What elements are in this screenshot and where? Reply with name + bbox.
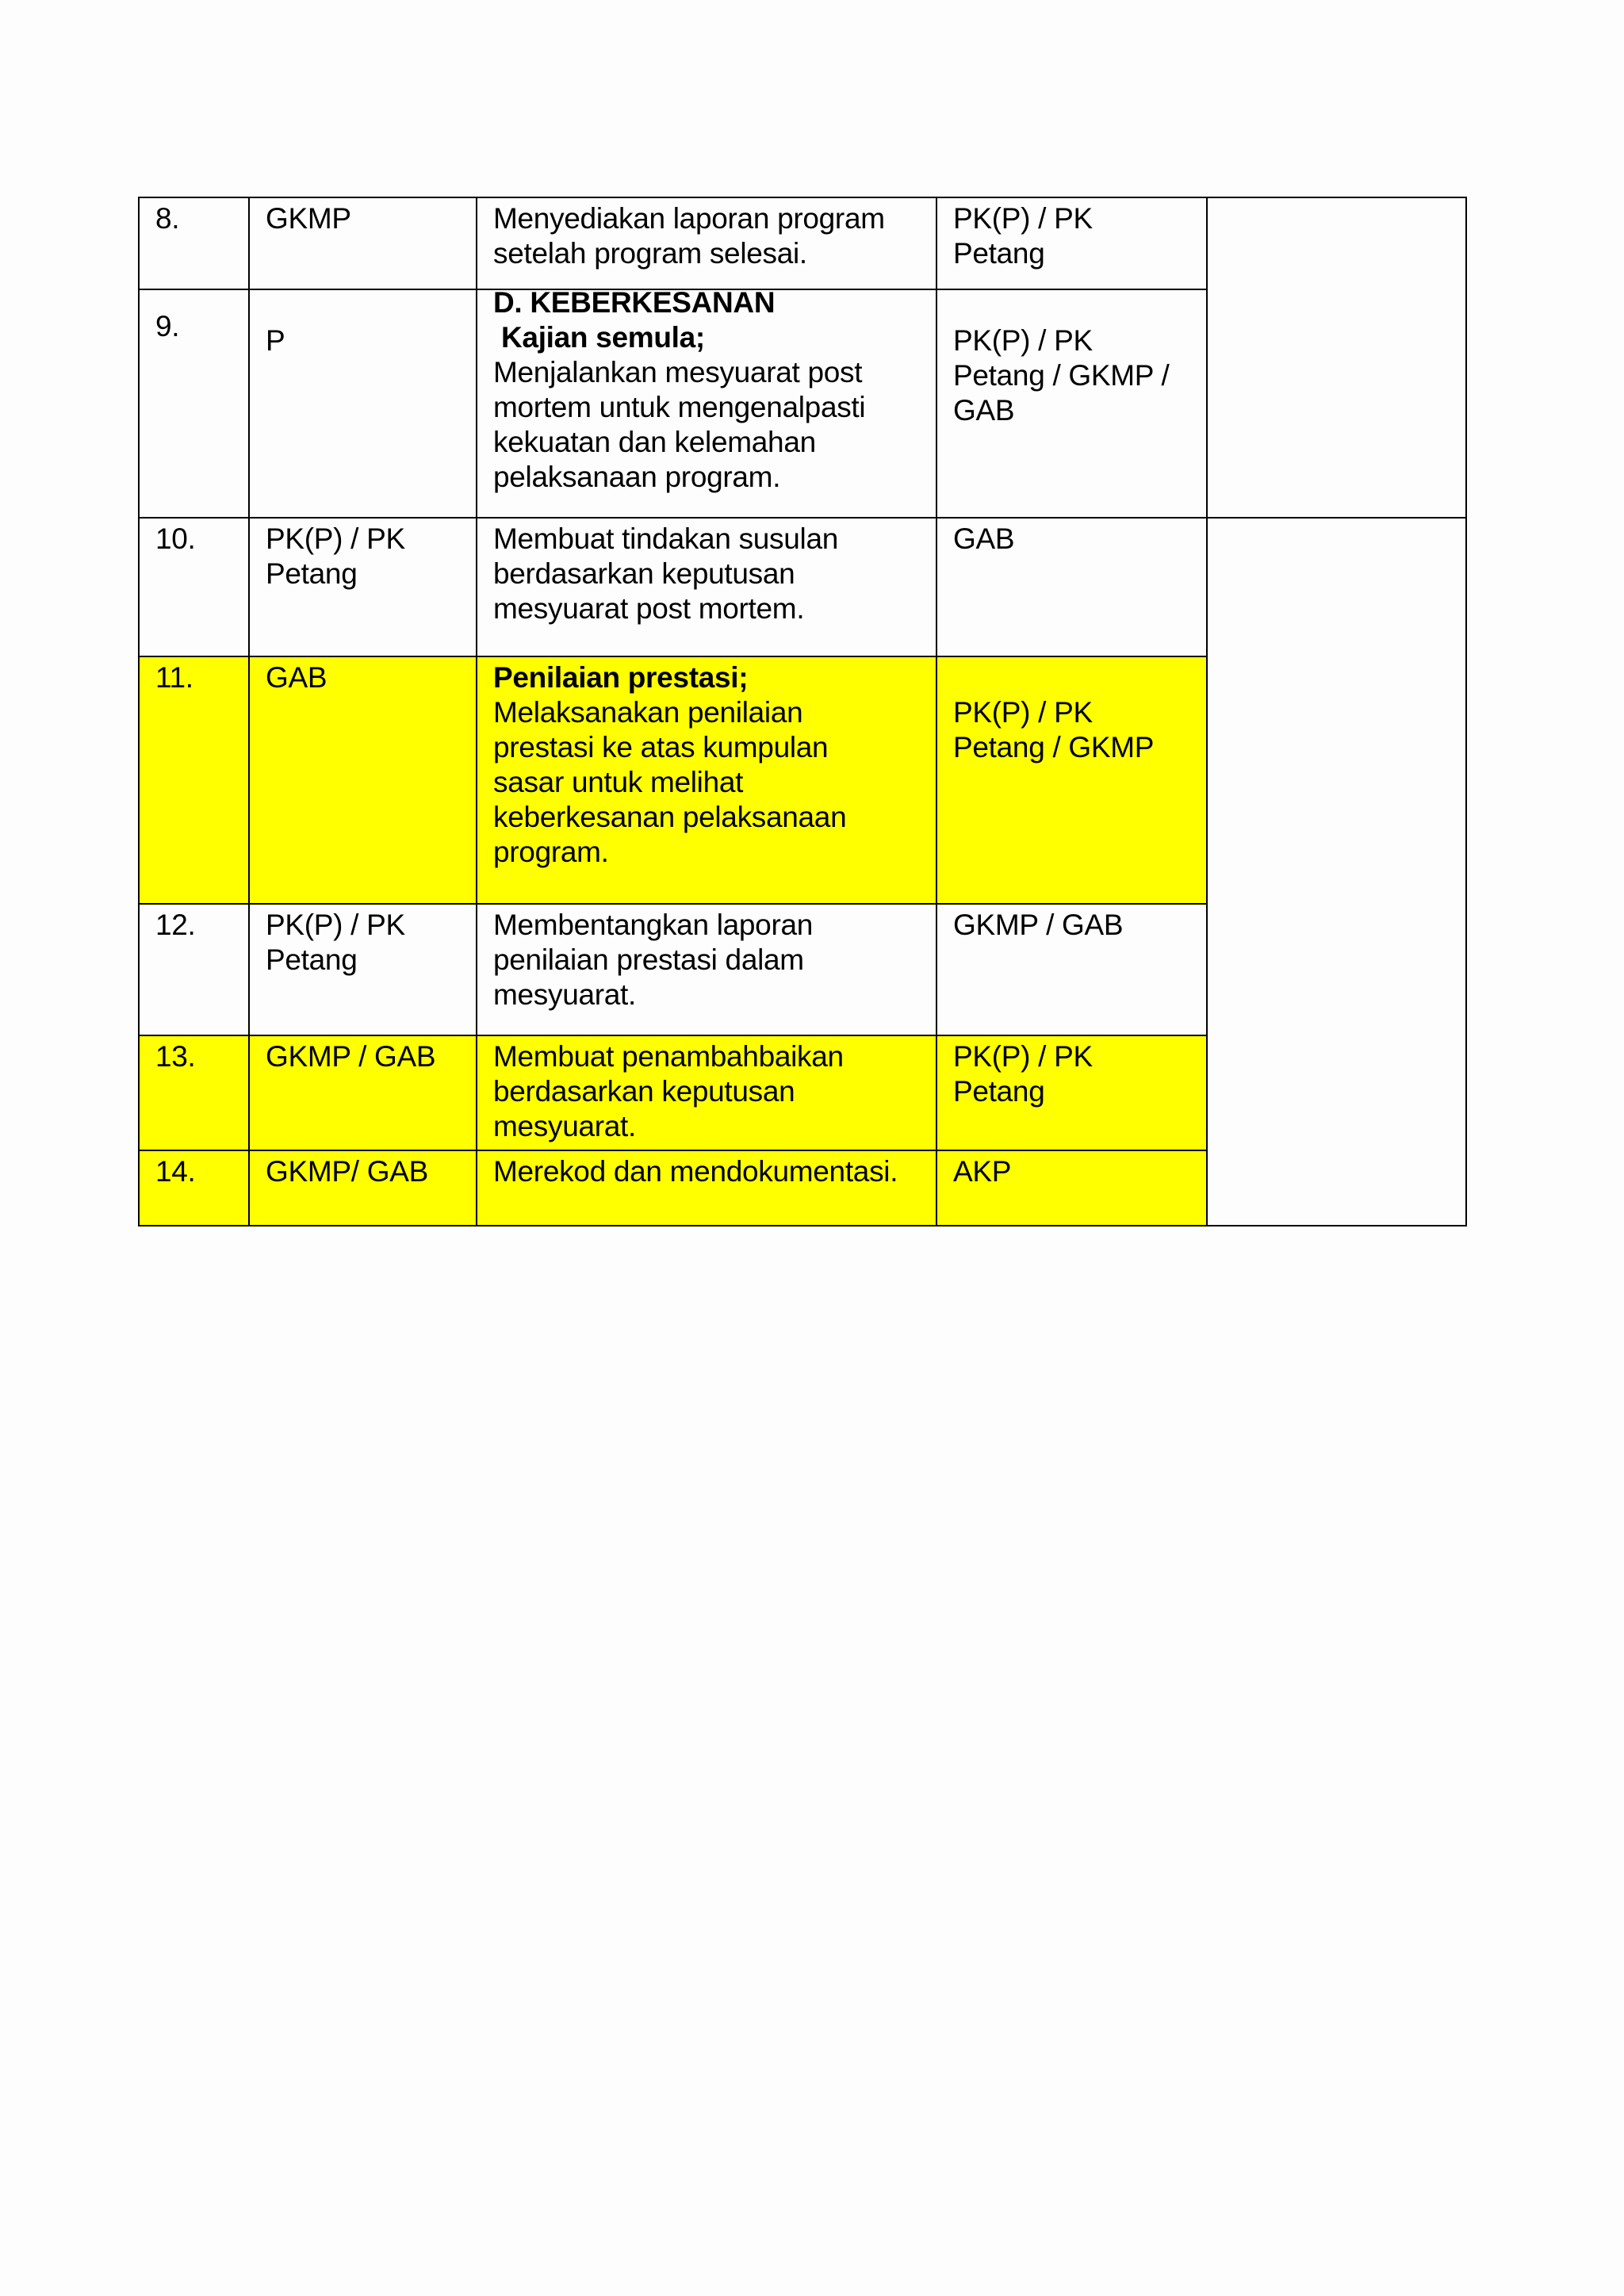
- activity-line: pelaksanaan program.: [493, 461, 781, 493]
- activity-line: sasar untuk melihat: [493, 766, 744, 798]
- table-row: [139, 518, 1466, 656]
- notes-cell: [1207, 197, 1466, 518]
- activity-line: Membentangkan laporan: [493, 909, 814, 941]
- responsible-line: Petang: [953, 1075, 1045, 1108]
- actor-cell: [249, 197, 477, 289]
- responsible-line: Petang: [953, 237, 1045, 270]
- responsible-cell: [936, 197, 1207, 289]
- responsible-line: PK(P) / PK: [953, 202, 1093, 235]
- activity-line: kekuatan dan kelemahan: [493, 426, 816, 458]
- responsible-line: PK(P) / PK: [953, 696, 1093, 729]
- activity-cell: [477, 518, 936, 656]
- row-number-cell: [139, 1035, 249, 1150]
- activity-cell: [477, 904, 936, 1035]
- responsible-cell: [936, 1035, 1207, 1150]
- responsible-line: GAB: [953, 394, 1015, 427]
- actor-cell: [249, 1150, 477, 1226]
- actor-cell: [249, 1035, 477, 1150]
- actor-text: PK(P) / PK: [266, 909, 405, 941]
- responsible-line: GAB: [953, 522, 1015, 555]
- actor-text: Petang: [266, 557, 358, 590]
- activity-cell: [477, 1150, 936, 1226]
- row-number: 9.: [155, 310, 180, 342]
- actor-text: GKMP/ GAB: [266, 1155, 428, 1188]
- sub-heading: Kajian semula;: [501, 321, 705, 354]
- responsible-cell: [936, 656, 1207, 904]
- activity-cell: [477, 289, 936, 518]
- activity-cell: [477, 1035, 936, 1150]
- activity-line: prestasi ke atas kumpulan: [493, 731, 829, 763]
- activity-line: Membuat tindakan susulan: [493, 522, 839, 555]
- row-number-cell: [139, 1150, 249, 1226]
- responsible-cell: [936, 518, 1207, 656]
- row-number-cell: [139, 904, 249, 1035]
- row-number: 13.: [155, 1040, 196, 1073]
- section-heading: D. KEBERKESANAN: [493, 289, 776, 319]
- actor-cell: [249, 656, 477, 904]
- activity-line: berdasarkan keputusan: [493, 1075, 795, 1108]
- activity-line: Melaksanakan penilaian: [493, 696, 803, 729]
- responsible-line: AKP: [953, 1155, 1012, 1188]
- activity-line: mesyuarat.: [493, 978, 637, 1011]
- activity-line: setelah program selesai.: [493, 237, 807, 270]
- activity-line: berdasarkan keputusan: [493, 557, 795, 590]
- actor-cell: [249, 904, 477, 1035]
- row-number-cell: [139, 518, 249, 656]
- row-number: 8.: [155, 202, 180, 235]
- row-number-cell: [139, 197, 249, 289]
- activity-line: mortem untuk mengenalpasti: [493, 391, 866, 423]
- responsible-line: GKMP / GAB: [953, 909, 1124, 941]
- row-number-cell: [139, 656, 249, 904]
- responsible-line: PK(P) / PK: [953, 1040, 1093, 1073]
- activity-line: mesyuarat post mortem.: [493, 592, 805, 625]
- activity-line: Membuat penambahbaikan: [493, 1040, 844, 1073]
- actor-text: P: [266, 324, 285, 357]
- actor-text: Petang: [266, 943, 358, 976]
- sub-heading: Penilaian prestasi;: [493, 661, 749, 694]
- responsible-line: Petang / GKMP /: [953, 359, 1170, 392]
- activity-cell: [477, 197, 936, 289]
- activity-line: Menyediakan laporan program: [493, 202, 885, 235]
- actor-cell: [249, 518, 477, 656]
- actor-text: GAB: [266, 661, 327, 694]
- activity-line: program.: [493, 836, 609, 868]
- row-number: 14.: [155, 1155, 196, 1188]
- responsible-cell: [936, 904, 1207, 1035]
- procedure-table: [138, 197, 1467, 1226]
- responsible-cell: [936, 1150, 1207, 1226]
- activity-cell: [477, 656, 936, 904]
- responsible-line: Petang / GKMP: [953, 731, 1155, 763]
- actor-cell: [249, 289, 477, 518]
- actor-text: PK(P) / PK: [266, 522, 405, 555]
- activity-line: Menjalankan mesyuarat post: [493, 356, 863, 388]
- table-row: [139, 197, 1466, 289]
- row-number: 10.: [155, 522, 196, 555]
- responsible-line: PK(P) / PK: [953, 324, 1093, 357]
- actor-text: GKMP: [266, 202, 351, 235]
- row-number: 12.: [155, 909, 196, 941]
- activity-line: penilaian prestasi dalam: [493, 943, 804, 976]
- activity-line: Merekod dan mendokumentasi.: [493, 1155, 898, 1188]
- activity-line: mesyuarat.: [493, 1110, 637, 1142]
- actor-text: GKMP / GAB: [266, 1040, 436, 1073]
- notes-cell: [1207, 518, 1466, 1226]
- activity-line: keberkesanan pelaksanaan: [493, 801, 847, 833]
- responsible-cell: [936, 289, 1207, 518]
- row-number: 11.: [155, 661, 193, 694]
- row-number-cell: [139, 289, 249, 518]
